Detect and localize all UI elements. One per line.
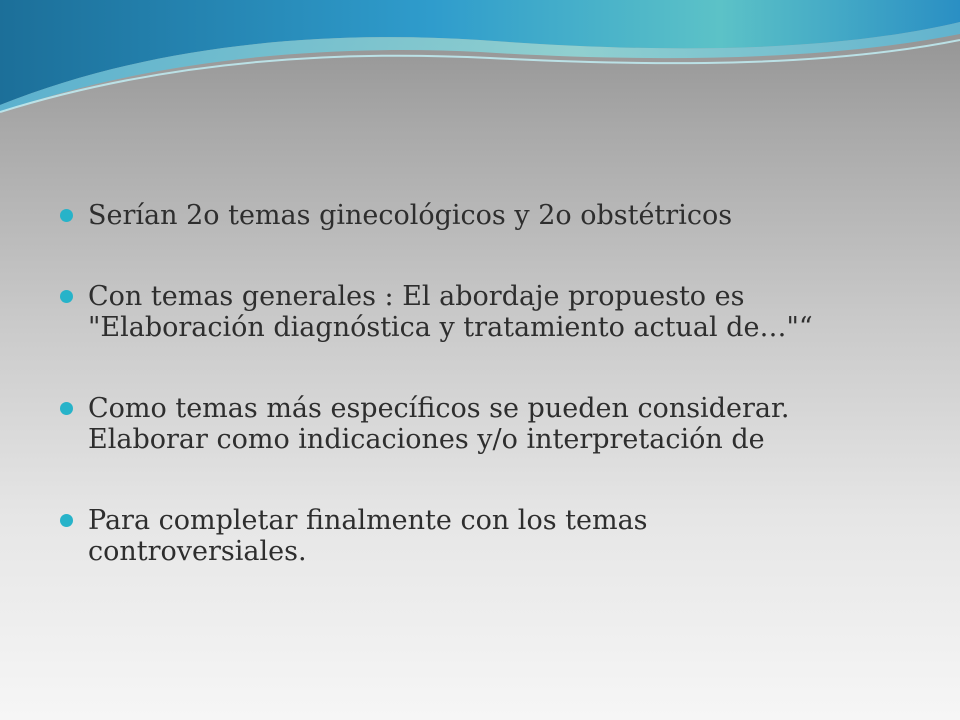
bullet-dot-icon: [60, 514, 73, 527]
bullet-list: [60, 200, 920, 567]
bullet-text: Con temas generales : El abordaje propuesto es "Elaboración diagnóstica y tratamiento actual de…"“: [88, 281, 813, 343]
bullet-item-4: [60, 505, 920, 567]
bullet-item-1: [60, 200, 920, 231]
bullet-item-2: [60, 281, 920, 343]
bullet-dot-icon: [60, 209, 73, 222]
bullet-text: Como temas más específicos se pueden considerar. Elaborar como indicaciones y/o interpretación de: [88, 393, 790, 455]
bullet-dot-icon: [60, 290, 73, 303]
bullet-dot-icon: [60, 402, 73, 415]
bullet-text: Para completar finalmente con los temas controversiales.: [88, 505, 648, 567]
bullet-text: Serían 2o temas ginecológicos y 2o obstétricos: [88, 200, 733, 231]
decorative-wave-banner: [0, 0, 960, 120]
bullet-item-3: [60, 393, 920, 455]
slide-content: [60, 200, 920, 567]
